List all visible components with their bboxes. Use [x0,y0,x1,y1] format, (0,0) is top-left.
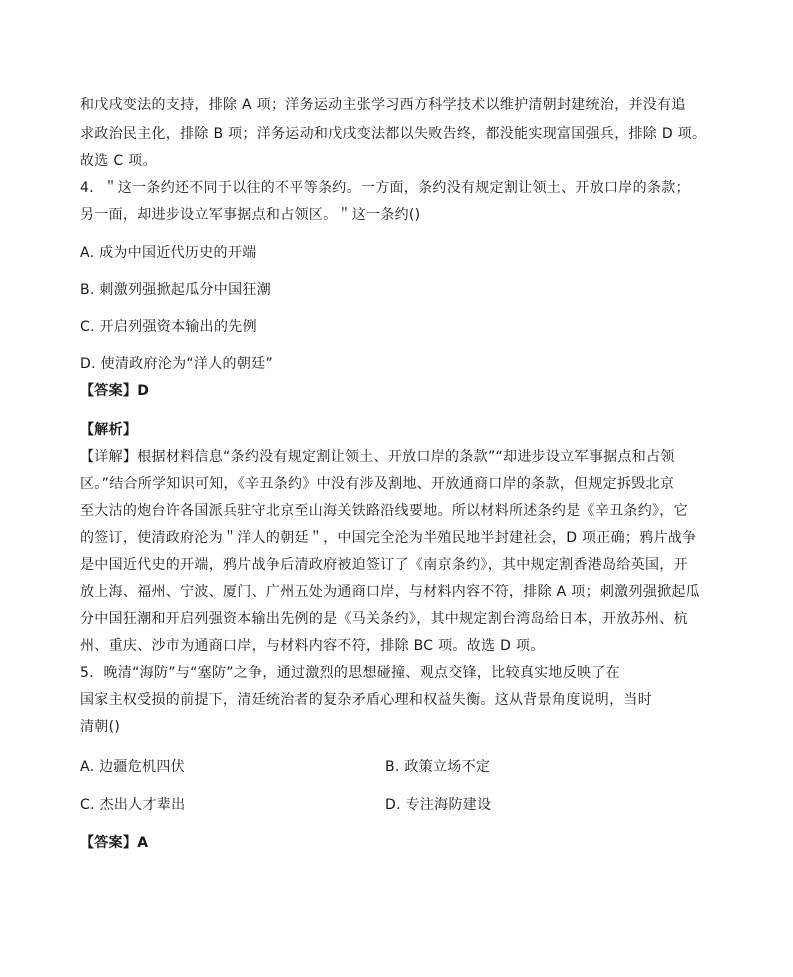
analysis-line: 【详解】根据材料信息“条约没有规定割让领土、开放口岸的条款”“却进步设立军事据点和占领 [80,449,675,465]
analysis-line: 的签订，使清政府沦为＂洋人的朝廷＂，中国完全沦为半殖民地半封建社会，D 项正确；鸦片战争 [80,530,697,546]
carryover-line-2: 求政治民主化，排除 B 项；洋务运动和戊戌变法都以失败告终，都没能实现富国强兵，排除 D 项。 [80,126,707,142]
question-4-stem-line-2: 另一面，却进步设立军事据点和占领区。＂这一条约() [80,207,421,223]
analysis-line: 是中国近代史的开端，鸦片战争后清政府被迫签订了《南京条约》，其中规定割香港岛给英国，开 [80,557,688,573]
question-4-option-b: B. 刺激列强掀起瓜分中国狂潮 [80,282,272,298]
analysis-line: 放上海、福州、宁波、厦门、广州五处为通商口岸，与材料内容不符，排除 A 项；刺激列强掀起瓜 [80,584,700,600]
question-5-option-d: D. 专注海防建设 [385,797,492,813]
analysis-line: 区。”结合所学知识可知，《辛丑条约》中没有涉及割地、开放通商口岸的条款，但规定拆毁北京 [80,476,675,492]
analysis-line: 州、重庆、沙市为通商口岸，与材料内容不符，排除 BC 项。故选 D 项。 [80,638,545,654]
question-5-answer: 【答案】A [80,835,149,851]
question-4-answer: 【答案】D [80,383,150,399]
question-4-option-a: A. 成为中国近代历史的开端 [80,245,257,261]
question-5-stem-line-3: 清朝() [80,719,121,735]
analysis-line: 分中国狂潮和开启列强资本输出先例的是《马关条约》，其中规定割台湾岛给日本，开放苏州、杭 [80,611,688,627]
carryover-line-1: 和戊戌变法的支持，排除 A 项；洋务运动主张学习西方科学技术以维护清朝封建统治，并没有追 [80,97,686,113]
question-4-analysis-heading: 【解析】 [80,422,138,438]
question-4-option-d: D. 使清政府沦为“洋人的朝廷” [80,356,273,372]
question-5-option-a: A. 边疆危机四伏 [80,759,185,775]
question-4-stem-line-1: 4．＂这一条约还不同于以往的不平等条约。一方面，条约没有规定割让领土、开放口岸的条款； [80,180,690,196]
question-4-option-c: C. 开启列强资本输出的先例 [80,319,257,335]
carryover-line-3: 故选 C 项。 [80,153,157,169]
analysis-line: 至大沽的炮台许各国派兵驻守北京至山海关铁路沿线要地。所以材料所述条约是《辛丑条约》，它 [80,503,688,519]
question-5-option-c: C. 杰出人才辈出 [80,797,186,813]
question-5-option-b: B. 政策立场不定 [385,759,491,775]
question-5-stem-line-1: 5．晚清“海防”与“塞防”之争，通过激烈的思想碰撞、观点交锋，比较真实地反映了在 [80,665,620,681]
question-5-stem-line-2: 国家主权受损的前提下，清廷统治者的复杂矛盾心理和权益失衡。这从背景角度说明，当时 [80,692,652,708]
